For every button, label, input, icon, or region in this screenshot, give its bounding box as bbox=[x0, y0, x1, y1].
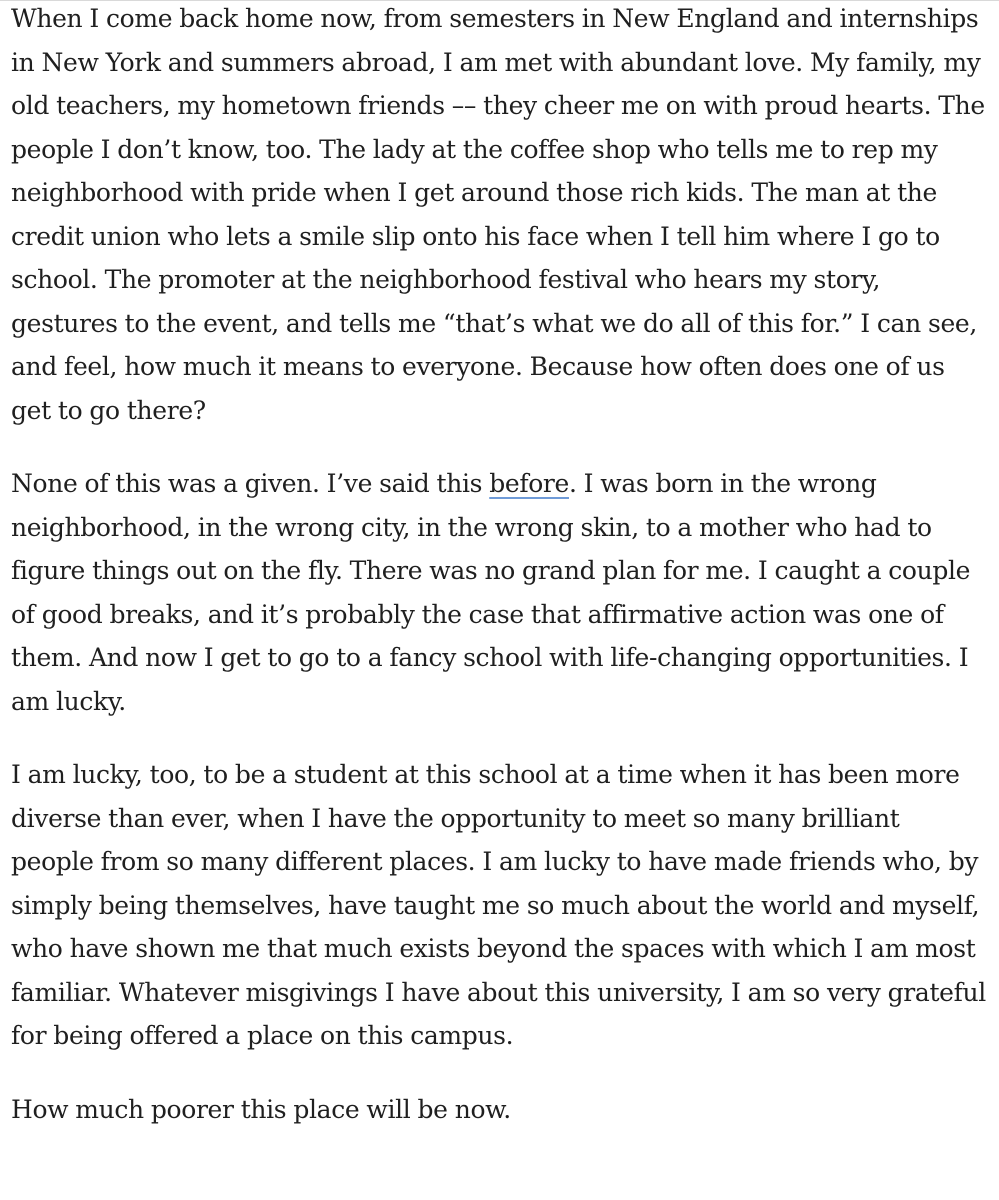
before-link[interactable]: before bbox=[489, 469, 569, 498]
paragraph-text-after-link: . I was born in the wrong neighborhood, in the wrong city, in the wrong skin, to a mother who had to figure things out on the fly. There was no grand plan for me. I caught a couple of good breaks, and it’s probably the case that affirmative action was one of them. And now I get to go to a fancy school with life-changing opportunities. I am lucky. bbox=[11, 469, 971, 716]
paragraph-coming-home: When I come back home now, from semesters in New England and internships in New York and summers abroad, I am met with abundant love. My family, my old teachers, my hometown friends –– they cheer me on with proud hearts. The people I don’t know, too. The lady at the coffee shop who tells me to rep my neighborhood with pride when I get around those rich kids. The man at the credit union who lets a smile slip onto his face when I tell him where I go to school. The promoter at the neighborhood festival who hears my story, gestures to the event, and tells me “that’s what we do all of this for.” I can see, and feel, how much it means to everyone. Because how often does one of us get to go there? bbox=[11, 4, 985, 425]
paragraph-closing: How much poorer this place will be now. bbox=[11, 1094, 511, 1124]
article-body bbox=[11, 0, 986, 1161]
paragraph-none-given bbox=[11, 462, 986, 723]
paragraph-text-before-link: None of this was a given. I’ve said this bbox=[11, 469, 490, 498]
paragraph-lucky-student: I am lucky, too, to be a student at this school at a time when it has been more diverse than ever, when I have the opportunity to meet so many brilliant people from so many different places. I am lucky to have made friends who, by simply being themselves, have taught me so much about the world and myself, who have shown me that much exists beyond the spaces with which I am most familiar. Whatever misgivings I have about this university, I am so very grateful for being offered a place on this campus. bbox=[11, 760, 986, 1050]
